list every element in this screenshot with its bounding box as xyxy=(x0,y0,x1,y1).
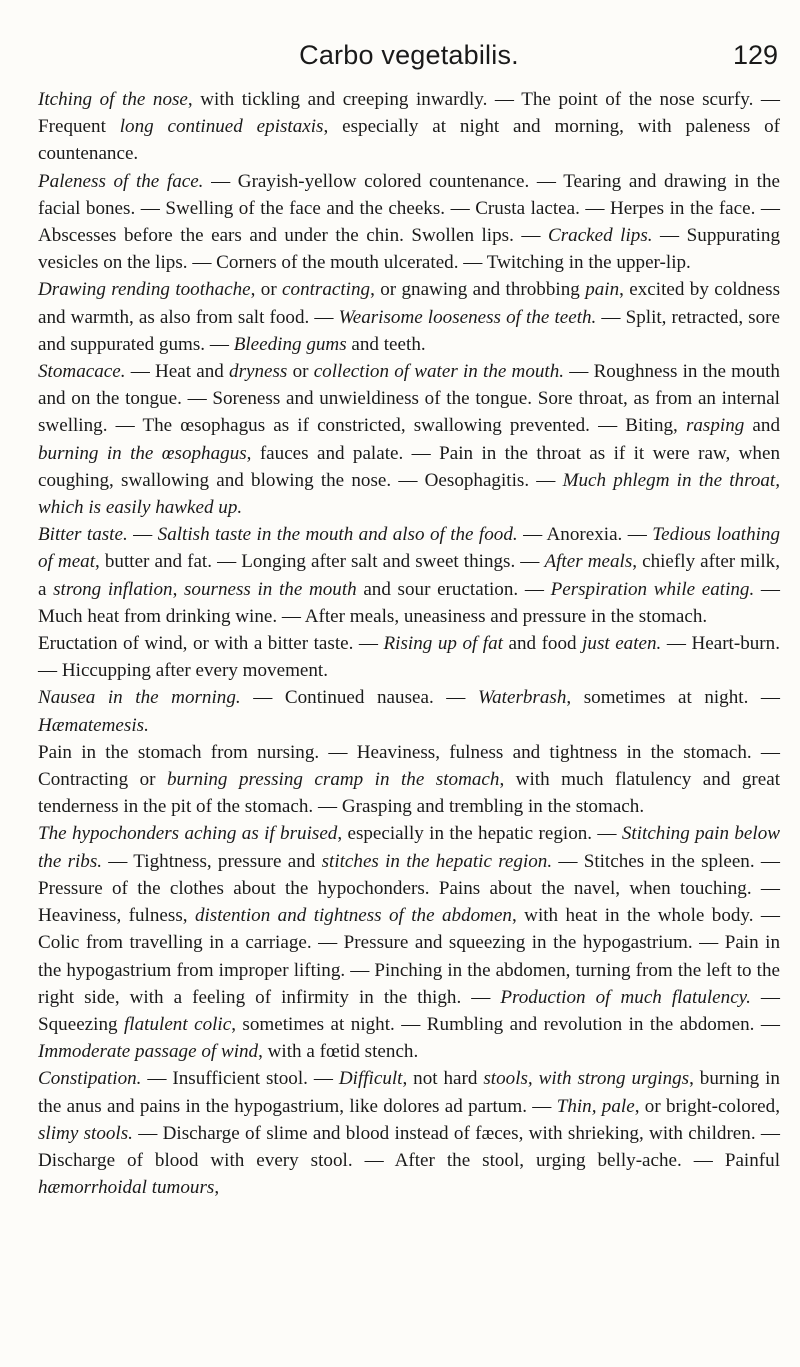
text-run: — Much heat from drinking wine. — After meals, uneasiness and pressure in the stomach. xyxy=(38,578,780,627)
italic-text: burning in the œsophagus xyxy=(38,442,247,464)
italic-text: sourness in the mouth xyxy=(184,578,357,600)
running-title: Carbo vegetabilis. xyxy=(299,40,519,70)
paragraph xyxy=(38,820,780,1065)
text-run: , with heat in the whole body. — Colic from travelling in a carriage. — Pressure and squeezing in the hypogastrium. — Pain in the hypogastrium from improper lifting. — Pinching in the abdomen, turning from the left to the right side, with a feeling of infirmity in the thigh. — xyxy=(38,905,780,1008)
text-run: Eructation of wind, or with a bitter taste. — xyxy=(38,633,384,655)
italic-text: just eaten. xyxy=(582,633,662,655)
italic-text: Difficult xyxy=(338,1068,403,1090)
text-run: , sometimes at night. — xyxy=(566,687,781,709)
italic-text: Saltish taste in the mouth and also of the food. xyxy=(157,524,518,546)
text-run: , butter and fat. — Longing after salt and sweet things. — xyxy=(95,551,545,573)
text-run: or xyxy=(287,361,314,383)
italic-text: Much phlegm in the throat, which is easily hawked up. xyxy=(38,469,781,519)
text-run: , or xyxy=(250,279,283,301)
italic-text: Immoderate passage of wind xyxy=(38,1041,259,1063)
italic-text: stitches in the hepatic region. xyxy=(321,850,553,872)
paragraph xyxy=(38,521,780,630)
text-run: , chiefly after milk, a xyxy=(38,551,780,600)
book-page xyxy=(38,38,780,1201)
italic-text: Tedious loathing of meat xyxy=(38,524,781,573)
italic-text: Stitching pain below the ribs. xyxy=(38,823,780,872)
text-run: , or gnawing and throbbing xyxy=(370,279,586,301)
text-run: , with tickling and creeping inwardly. — The point of the nose scurfy. — Frequent xyxy=(38,89,780,138)
italic-text: Production of much flatulency. xyxy=(500,986,751,1008)
italic-text: hæmorrhoidal tumours xyxy=(38,1177,215,1199)
text-run: — Continued nausea. — xyxy=(240,687,478,709)
text-run: — Heat and xyxy=(125,361,230,383)
italic-text: long continued epistaxis xyxy=(119,116,324,138)
text-run: , not hard xyxy=(402,1068,484,1090)
text-run: , with a fœtid stench. xyxy=(258,1041,419,1063)
text-run: , sometimes at night. — Rumbling and revolution in the abdomen. — xyxy=(231,1013,780,1035)
italic-text: The hypochonders aching as if bruised xyxy=(38,823,338,845)
text-run: — xyxy=(127,524,158,546)
italic-text: rasping xyxy=(685,415,745,437)
text-run: — Stitches in the spleen. — Pressure of the clothes about the hypochonders. Pains about the navel, when touching. — Heaviness, fulness, xyxy=(38,850,780,927)
paragraph xyxy=(38,1065,780,1201)
paragraph xyxy=(38,168,780,277)
italic-text: Nausea in the morning. xyxy=(38,687,241,709)
text-run: , xyxy=(172,578,184,600)
page-number: 129 xyxy=(732,40,778,70)
text-run: — Discharge of slime and blood instead of fæces, with shrieking, with children. — Discharge of blood with every stool. — After the stool, urging belly-ache. — Painful xyxy=(38,1122,780,1171)
italic-text: strong inflation xyxy=(53,578,173,600)
paragraph xyxy=(38,739,780,821)
italic-text: Bleeding gums xyxy=(233,333,347,355)
text-run: — Insufficient stool. — xyxy=(141,1068,339,1090)
text-run: , especially in the hepatic region. — xyxy=(337,823,622,845)
paragraph xyxy=(38,630,780,684)
body-text xyxy=(38,86,780,1201)
text-run: Pain in the stomach from nursing. — Heaviness, fulness and tightness in the stomach. — Contracting or xyxy=(38,741,780,791)
text-run: — Split, retracted, sore and suppurated gums. — xyxy=(38,306,780,355)
italic-text: pain xyxy=(585,279,620,301)
italic-text: Hæmatemesis. xyxy=(38,714,149,736)
italic-text: dryness xyxy=(229,361,288,383)
italic-text: stools, with strong urgings xyxy=(483,1068,690,1090)
italic-text: contracting xyxy=(282,279,371,301)
paragraph xyxy=(38,86,780,168)
italic-text: flatulent colic xyxy=(124,1013,232,1035)
text-run: , excited by coldness and warmth, as also from salt food. — xyxy=(38,279,780,328)
italic-text: Waterbrash xyxy=(477,687,567,709)
italic-text: Rising up of fat xyxy=(383,633,503,655)
text-run: — Anorexia. — xyxy=(517,524,653,546)
text-run: — Heart-burn. — Hiccupping after every movement. xyxy=(38,633,780,682)
text-run: , or bright-colored, xyxy=(634,1095,780,1117)
text-run: and xyxy=(744,415,780,437)
italic-text: burning pressing cramp in the stomach xyxy=(167,769,500,791)
italic-text: Drawing rending toothache xyxy=(38,279,251,301)
running-head xyxy=(38,38,780,78)
italic-text: Perspiration while eating. xyxy=(550,578,755,600)
italic-text: Bitter taste. xyxy=(38,524,128,546)
italic-text: distention and tightness of the abdomen xyxy=(194,905,512,927)
italic-text: slimy stools. xyxy=(38,1122,133,1144)
text-run: , especially at night and morning, with paleness of countenance. xyxy=(38,116,780,165)
text-run: , fauces and palate. — Pain in the throat as if it were raw, when coughing, swallowing and blowing the nose. — Oesophagitis. — xyxy=(38,442,780,491)
text-run: — Tightness, pressure and xyxy=(102,850,322,872)
italic-text: After meals xyxy=(544,551,633,573)
text-run: — Grayish-yellow colored countenance. — Tearing and drawing in the facial bones. — Swelling of the face and the cheeks. — Crusta lactea. — Herpes in the face. — Abscesses before the ears and under the chin. Swollen lips. — xyxy=(38,170,780,247)
text-run: , xyxy=(214,1177,220,1199)
text-run: — Squeezing xyxy=(38,986,780,1035)
italic-text: collection of water in the mouth. xyxy=(313,361,565,383)
text-run: — Suppurating vesicles on the lips. — Corners of the mouth ulcerated. — Twitching in the upper-lip. xyxy=(38,225,781,274)
text-run: , with much flatulency and great tenderness in the pit of the stomach. — Grasping and trembling in the stomach. xyxy=(38,769,780,818)
paragraph xyxy=(38,276,780,358)
text-run: and food xyxy=(502,633,583,655)
italic-text: Cracked lips. xyxy=(547,225,653,247)
italic-text: Paleness of the face. xyxy=(38,170,204,192)
text-run: and teeth. xyxy=(346,333,426,355)
italic-text: Wearisome looseness of the teeth. xyxy=(338,306,597,328)
text-run: and sour eructation. — xyxy=(356,578,551,600)
italic-text: Itching of the nose xyxy=(38,89,188,110)
italic-text: Constipation. xyxy=(38,1068,142,1090)
text-run: — Roughness in the mouth and on the tongue. — Soreness and unwieldiness of the tongue. Sore throat, as from an internal swelling. — The œsophagus as if constricted, swallowing prevented. — Biting, xyxy=(38,361,780,437)
text-run: , burning in the anus and pains in the hypogastrium, like dolores ad partum. — xyxy=(38,1068,780,1117)
paragraph xyxy=(38,684,780,738)
paragraph xyxy=(38,358,780,521)
italic-text: Stomacace. xyxy=(38,361,126,383)
italic-text: Thin, pale xyxy=(556,1095,635,1117)
